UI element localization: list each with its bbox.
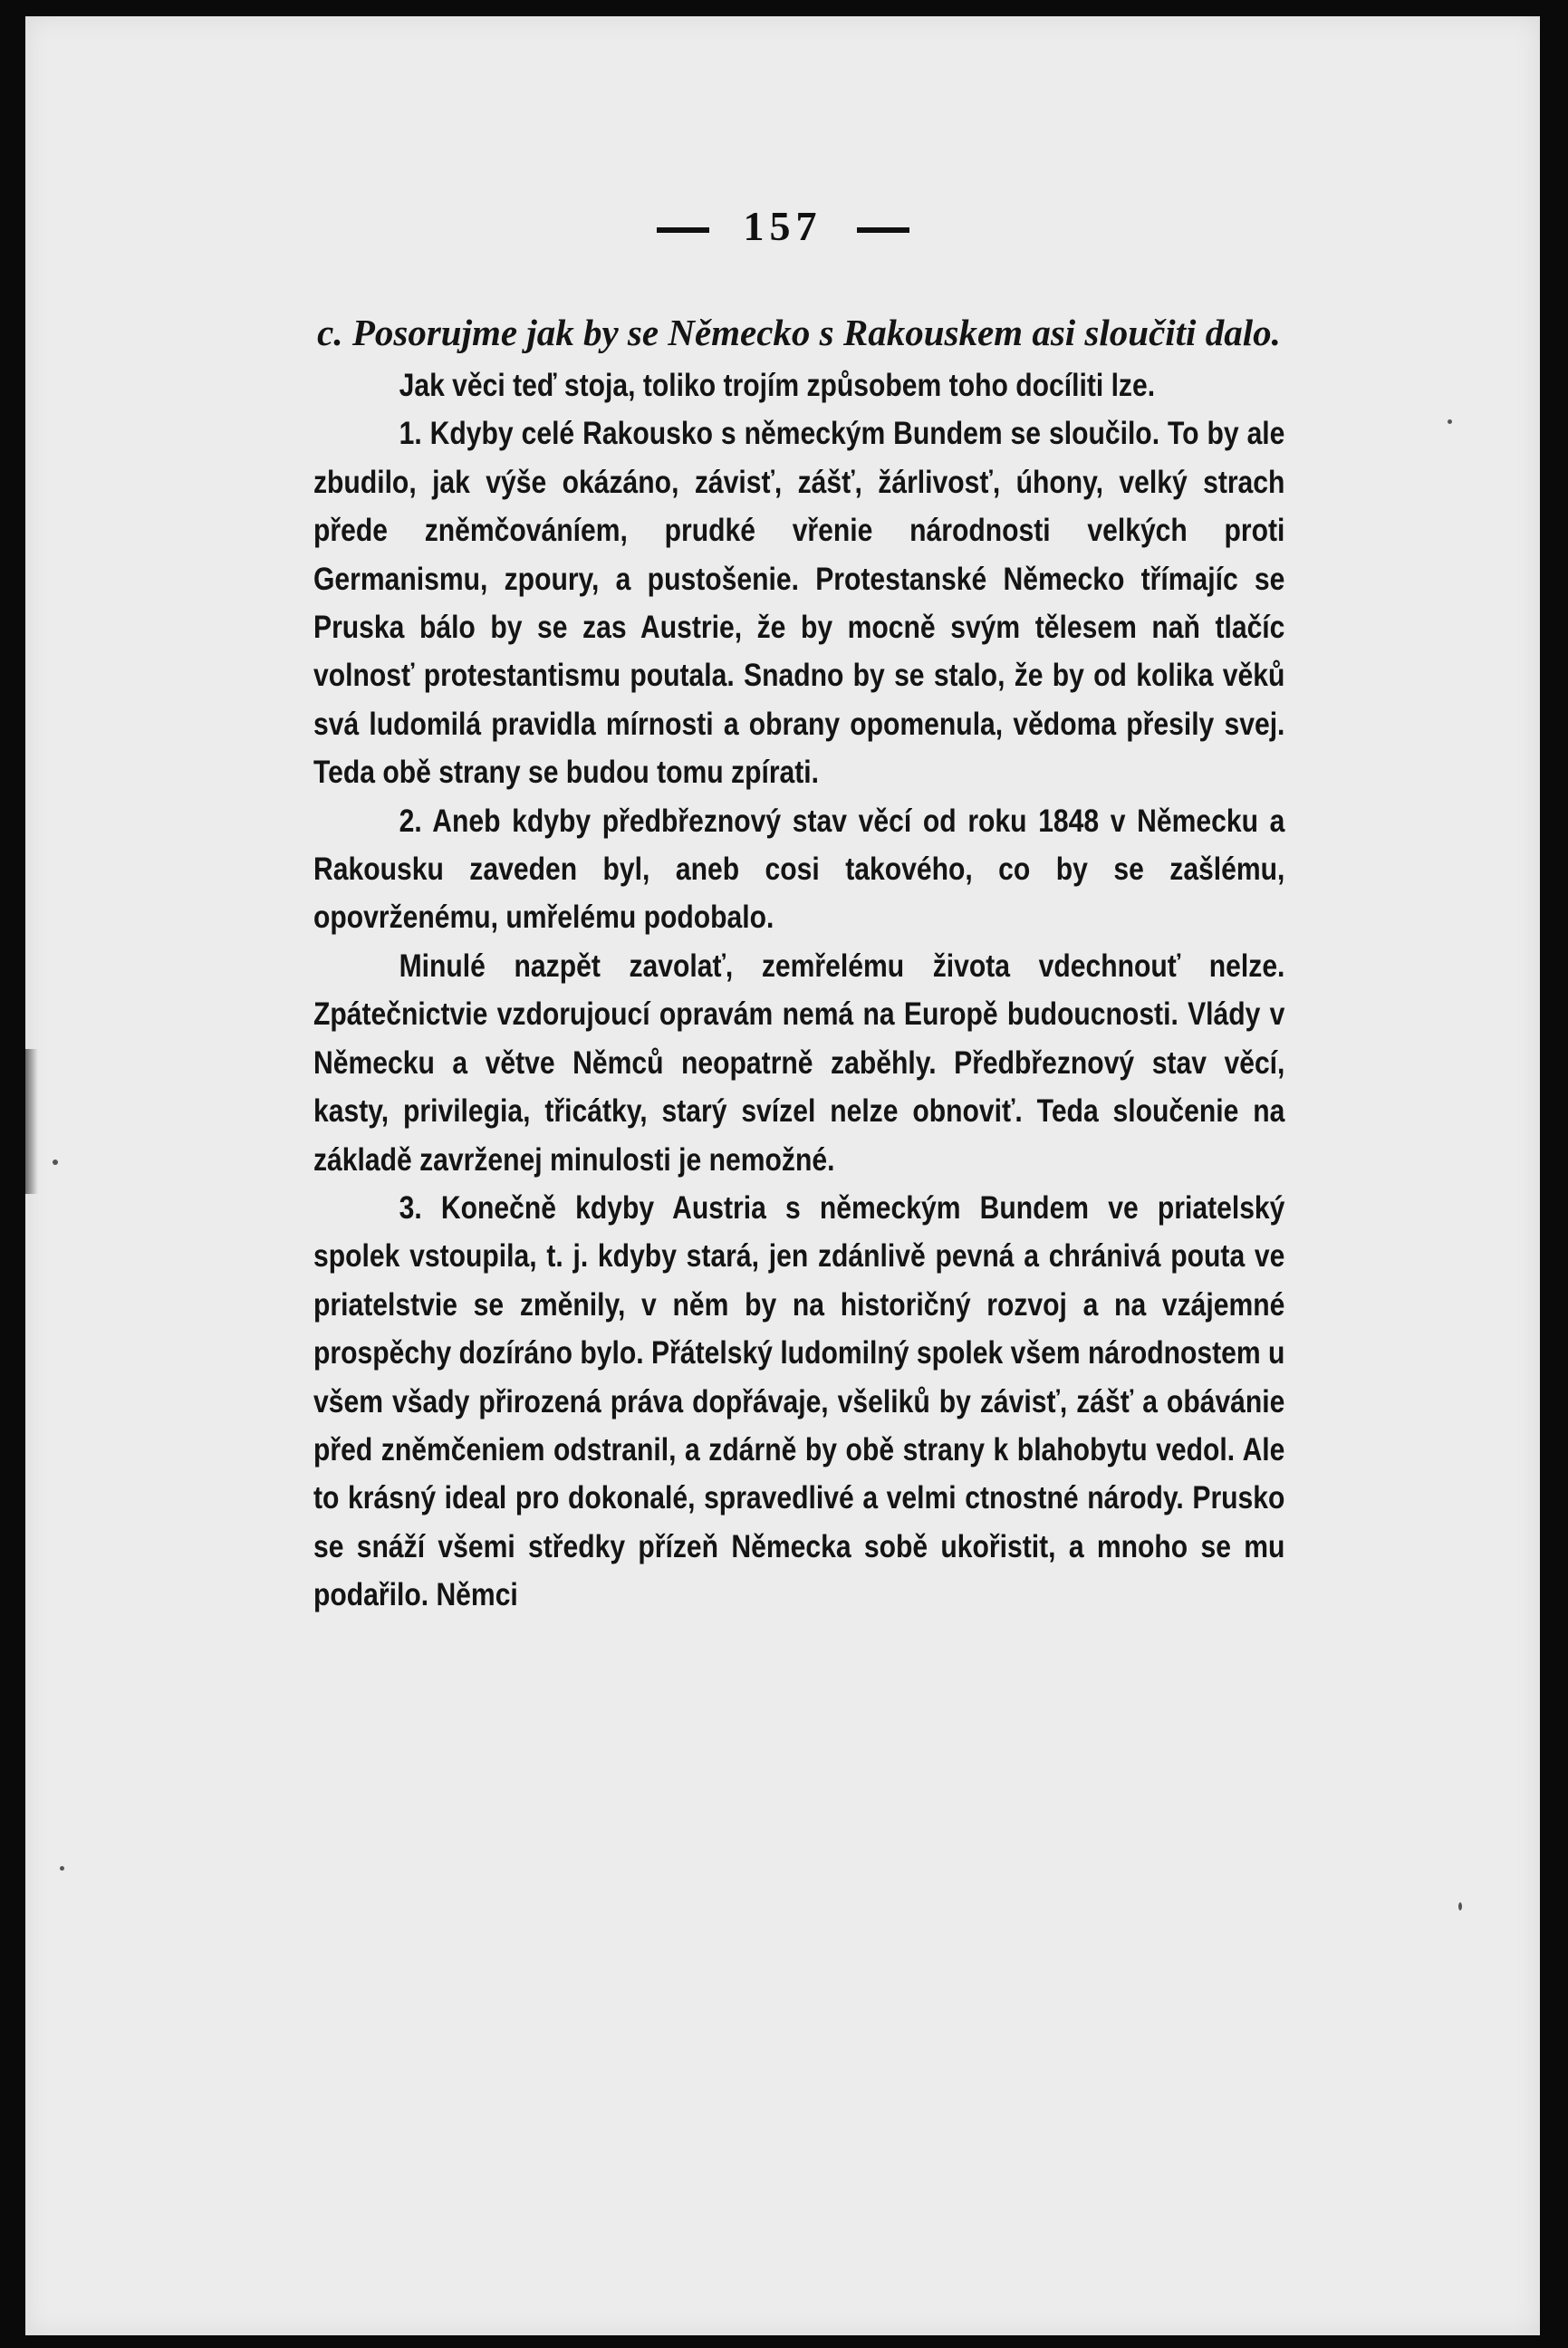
paragraph-intro: Jak věci teď stoja, toliko trojím způsobem toho docíliti lze. <box>399 368 1156 403</box>
page-header <box>25 202 1540 250</box>
binding-edge <box>25 1049 38 1194</box>
page-body <box>313 309 1284 1620</box>
header-dash-right <box>857 227 909 233</box>
paper-speck <box>60 1866 64 1871</box>
paper-speck <box>53 1160 58 1165</box>
paragraph-past: Minulé nazpět zavolať, zemřelému života vdechnouť nelze. Zpátečnictvie vzdorujoucí opravám nemá na Europě budoucnosti. Vlády v Německu a větve Němců neopatrně zaběhly. Předbřeznový stav věcí, kasty, privilegia, třicátky, starý svízel nelze obnoviť. Teda sloučenie na základě zavrženej minulosti je nemožné. <box>313 948 1285 1178</box>
paragraph-option-3: 3. Konečně kdyby Austria s německým Bundem ve priatelský spolek vstoupila, t. j. kdyby stará, jen zdánlivě pevná a chránivá pouta ve priatelstvie se změnily, v něm by na historičný rozvoj a na vzájemné prospěchy dozíráno bylo. Přátelský ludomilný spolek všem národnostem u všem všady přirozená práva dopřávaje, všeliků by závisť, zášť a obávánie před zněmčeniem odstranil, a zdárně by obě strany k blahobytu vedol. Ale to krásný ideal pro dokonalé, spravedlivé a velmi ctnostné národy. Prusko se snáží všemi středky přízeň Německa sobě ukořistit, a mnoho se mu podařilo. Němci <box>313 1189 1285 1613</box>
page-number: 157 <box>743 203 822 249</box>
paper-speck <box>1448 419 1452 424</box>
book-page <box>25 16 1540 2335</box>
paragraph-option-2: 2. Aneb kdyby předbřeznový stav věcí od roku 1848 v Německu a Rakousku zaveden byl, aneb cosi takového, co by se zašlému, opovrženému, umřelému podobalo. <box>313 803 1285 936</box>
paper-speck <box>1458 1902 1462 1910</box>
header-dash-left <box>657 227 709 233</box>
section-heading: c. Posorujme jak by se Německo s Rakouskem asi sloučiti dalo. <box>317 312 1281 353</box>
paragraph-option-1: 1. Kdyby celé Rakousko s německým Bundem se sloučilo. To by ale zbudilo, jak výše okázáno, závisť, zášť, žárlivosť, úhony, velký strach přede zněmčováníem, prudké vřenie národnosti velkých proti Germanismu, zpoury, a pustošenie. Protestanské Německo třímajíc se Pruska bálo by se zas Austrie, že by mocně svým tělesem naň tlačíc volnosť protestantismu poutala. Snadno by se stalo, že by od kolika věků svá ludomilá pravidla mírnosti a obrany opomenula, vědoma přesily svej. Teda obě strany se budou tomu zpírati. <box>313 416 1285 791</box>
